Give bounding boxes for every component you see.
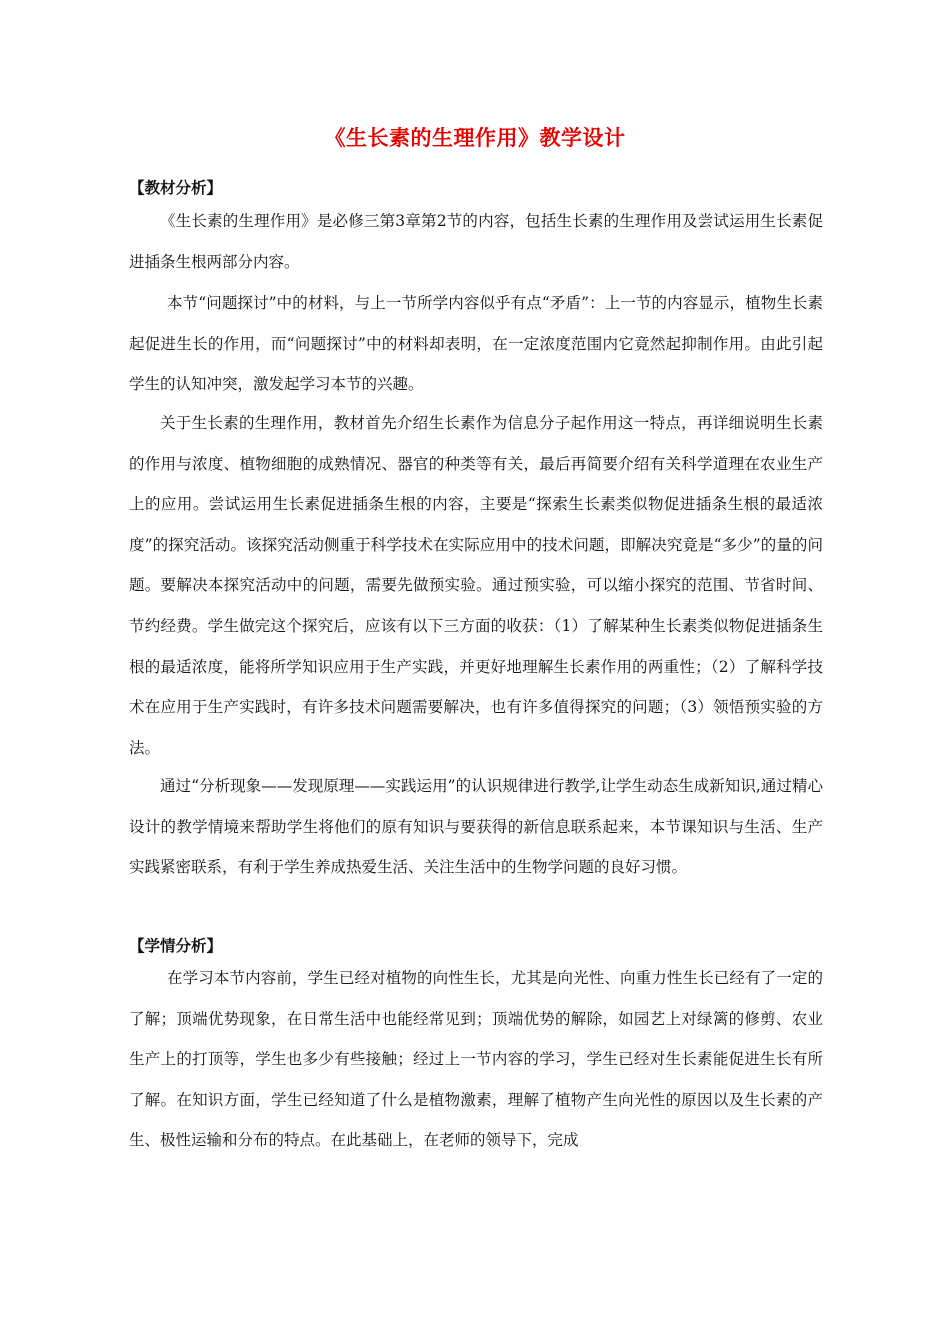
paragraph-learner-background: 在学习本节内容前，学生已经对植物的向性生长，尤其是向光性、向重力性生长已经有了一定的了解；顶端优势现象，在日常生活中也能经常见到；顶端优势的解除，如园艺上对绿篱的修剪、农业生产上的打顶等，学生也多少有些接触；经过上一节内容的学习，学生已经对生长素能促进生长有所了解。在知识方面，学生已经知道了什么是植物激素，理解了植物产生向光性的原因以及生长素的产生、极性运输和分布的特点。在此基础上，在老师的领导下，完成 [129,969,823,1150]
section-heading-textbook-analysis: 【教材分析】 [129,178,223,197]
paragraph-textbook-intro: 《生长素的生理作用》是必修三第3章第2节的内容，包括生长素的生理作用及尝试运用生长素促进插条生根两部分内容。 [129,212,823,271]
document-title: 《生长素的生理作用》教学设计 [324,125,626,150]
paragraph-teaching-approach: 通过“分析现象——发现原理——实践运用”的认识规律进行教学,让学生动态生成新知识,通过精心设计的教学情境来帮助学生将他们的原有知识与要获得的新信息联系起来，本节课知识与生活、生产实践紧密联系，有利于学生养成热爱生活、关注生活中的生物学问题的良好习惯。 [129,777,823,877]
section-heading-learner-analysis: 【学情分析】 [129,936,223,955]
paragraph-physiological-function: 关于生长素的生理作用，教材首先介绍生长素作为信息分子起作用这一特点，再详细说明生长素的作用与浓度、植物细胞的成熟情况、器官的种类等有关，最后再简要介绍有关科学道理在农业生产上的应用。尝试运用生长素促进插条生根的内容，主要是“探索生长素类似物促进插条生根的最适浓度”的探究活动。该探究活动侧重于科学技术在实际应用中的技术问题，即解决究竟是“多少”的量的问题。要解决本探究活动中的问题，需要先做预实验。通过预实验，可以缩小探究的范围、节省时间、节约经费。学生做完这个探究后，应该有以下三方面的收获：（1）了解某种生长素类似物促进插条生根的最适浓度，能将所学知识应用于生产实践，并更好地理解生长素作用的两重性；（2）了解科学技术在应用于生产实践时，有许多技术问题需要解决，也有许多值得探究的问题；（3）领悟预实验的方法。 [129,414,823,757]
paragraph-problem-discussion: 本节“问题探讨”中的材料，与上一节所学内容似乎有点“矛盾”：上一节的内容显示，植物生长素起促进生长的作用，而“问题探讨”中的材料却表明，在一定浓度范围内它竟然起抑制作用。由此引起学生的认知冲突，激发起学习本节的兴趣。 [129,294,823,394]
